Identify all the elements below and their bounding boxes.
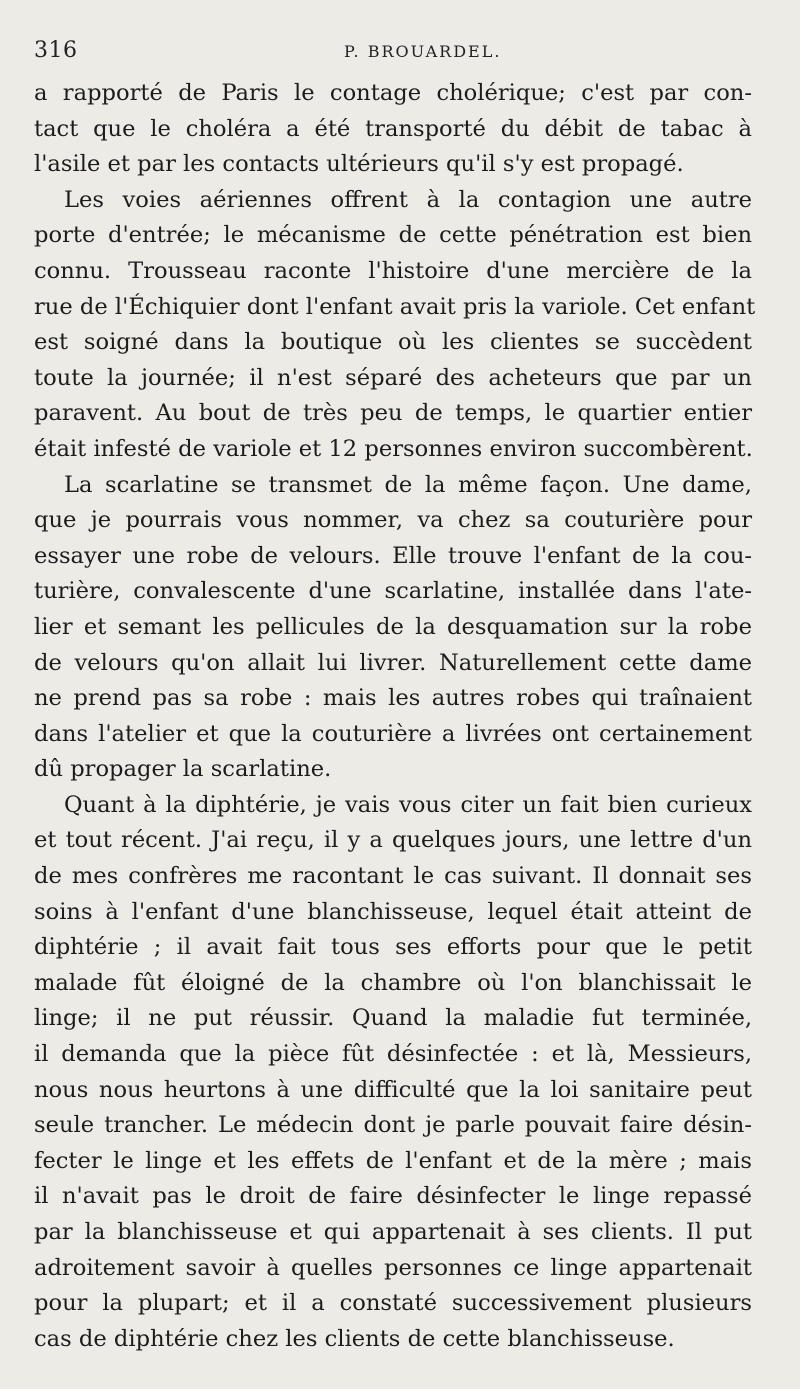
paragraph xyxy=(34,788,752,1358)
page-header xyxy=(34,38,766,68)
text-line: essayer une robe de velours. Elle trouve l'enfant de la cou- xyxy=(34,542,752,569)
page-number: 316 xyxy=(34,38,78,63)
text-line: lier et semant les pellicules de la desquamation sur la robe xyxy=(34,613,752,640)
text-line: de velours qu'on allait lui livrer. Naturellement cette dame xyxy=(34,649,752,676)
text-line: malade fût éloigné de la chambre où l'on blanchissait le xyxy=(34,969,752,996)
text-line: adroitement savoir à quelles personnes ce linge appartenait xyxy=(34,1254,752,1281)
text-line: dû propager la scarlatine. xyxy=(34,756,332,783)
text-line: rue de l'Échiquier dont l'enfant avait pris la variole. Cet enfant xyxy=(34,293,756,320)
text-line: tact que le choléra a été transporté du débit de tabac à xyxy=(34,115,752,142)
text-line: soins à l'enfant d'une blanchisseuse, lequel était atteint de xyxy=(34,898,752,925)
page-body-text xyxy=(34,76,756,1357)
text-line: a rapporté de Paris le contage cholérique; c'est par con- xyxy=(34,80,752,106)
text-line: linge; il ne put réussir. Quand la maladie fut terminée, xyxy=(34,1005,752,1032)
text-line: que je pourrais vous nommer, va chez sa couturière pour xyxy=(34,507,752,534)
paragraph xyxy=(34,468,752,788)
text-line: il n'avait pas le droit de faire désinfecter le linge repassé xyxy=(34,1183,752,1210)
text-line: Quant à la diphtérie, je vais vous citer un fait bien curieux xyxy=(64,791,752,818)
running-head: P. BROUARDEL. xyxy=(344,42,502,61)
text-line: est soigné dans la boutique où les clientes se succèdent xyxy=(34,329,752,356)
text-line: Les voies aériennes offrent à la contagion une autre xyxy=(64,186,752,213)
text-line: était infesté de variole et 12 personnes environ succombèrent. xyxy=(34,435,753,462)
text-line: connu. Trousseau raconte l'histoire d'une mercière de la xyxy=(34,257,752,284)
text-line: dans l'atelier et que la couturière a livrées ont certainement xyxy=(34,720,752,747)
text-line: paravent. Au bout de très peu de temps, le quartier entier xyxy=(34,400,752,427)
text-line: il demanda que la pièce fût désinfectée : et là, Messieurs, xyxy=(34,1041,752,1068)
text-line: nous nous heurtons à une difficulté que la loi sanitaire peut xyxy=(34,1076,752,1103)
paragraph xyxy=(34,76,752,183)
text-line: fecter le linge et les effets de l'enfant et de la mère ; mais xyxy=(34,1147,752,1174)
text-line: ne prend pas sa robe : mais les autres robes qui traînaient xyxy=(34,685,752,712)
paragraph xyxy=(34,183,756,468)
text-line: diphtérie ; il avait fait tous ses efforts pour que le petit xyxy=(34,934,752,961)
text-line: et tout récent. J'ai reçu, il y a quelques jours, une lettre d'un xyxy=(34,827,752,854)
text-line: seule trancher. Le médecin dont je parle pouvait faire désin- xyxy=(34,1112,752,1139)
text-line: toute la journée; il n'est séparé des acheteurs que par un xyxy=(34,364,752,391)
text-line: pour la plupart; et il a constaté successivement plusieurs xyxy=(34,1290,752,1317)
text-line: porte d'entrée; le mécanisme de cette pénétration est bien xyxy=(34,222,752,249)
text-line: l'asile et par les contacts ultérieurs qu'il s'y est propagé. xyxy=(34,151,684,178)
text-line: turière, convalescente d'une scarlatine, installée dans l'ate- xyxy=(34,578,752,605)
text-line: par la blanchisseuse et qui appartenait à ses clients. Il put xyxy=(34,1219,752,1245)
text-line: de mes confrères me racontant le cas suivant. Il donnait ses xyxy=(34,863,752,890)
text-line: cas de diphtérie chez les clients de cette blanchisseuse. xyxy=(34,1325,675,1352)
text-line: La scarlatine se transmet de la même façon. Une dame, xyxy=(64,471,752,498)
